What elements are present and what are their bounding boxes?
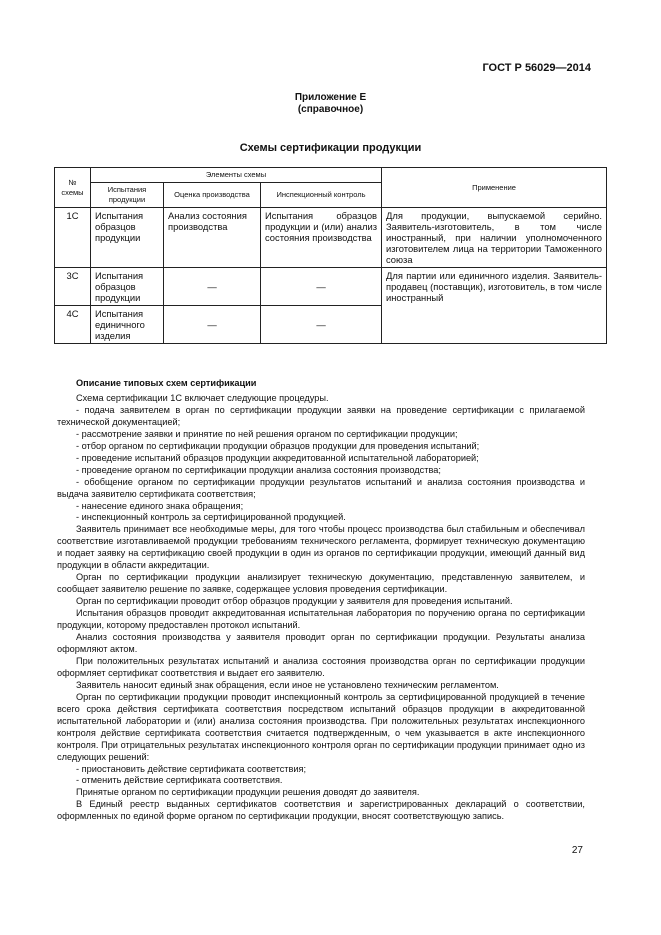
paragraph: Орган по сертификации проводит отбор образцов продукции у заявителя для проведения испытаний. [76,596,513,607]
paragraph: Схема сертификации 1С включает следующие процедуры. [76,392,329,403]
document-code: ГОСТ Р 56029—2014 [482,62,591,74]
header-inspection: Инспекционный контроль [261,183,382,208]
page-title: Схемы сертификации продукции [239,142,422,154]
paragraph: Заявитель принимает все необходимые меры, для того чтобы процесс производства был стабильным и обеспечивал соответствие изготавливаемой продукции требованиям технического регламента, формирует техническую документацию и подает заявку на сертификацию своей продукции в один из органов по сертификации продукции, имеющий данный вид продукции в области аккредитации. [57,524,585,571]
paragraph: Заявитель наносит единый знак обращения, если иное не установлено техническим регламентом. [76,679,499,690]
paragraph: Принятые органом по сертификации продукции решения доводят до заявителя. [76,787,420,798]
schemes-description [57,378,585,823]
page-number: 27 [571,845,583,856]
list-item: - нанесение единого знака обращения; [76,500,244,511]
testing-cell: Испытания образцов продукции [91,268,164,306]
list-item: - рассмотрение заявки и принятие по ней решения органом по сертификации продукции; [76,428,458,439]
table-row [55,208,607,268]
inspection-cell: Испытания образцов продукции и (или) анализ состояния производства [261,208,382,268]
table-header-row [55,168,607,183]
testing-cell: Испытания единичного изделия [91,306,164,344]
testing-cell: Испытания образцов продукции [91,208,164,268]
appendix-label: Приложение Е [294,92,367,103]
header-application: Применение [382,168,607,208]
assessment-cell: Анализ состояния производства [164,208,261,268]
certification-schemes-table [54,167,607,344]
appendix-type: (справочное) [297,104,364,115]
application-cell: Для продукции, выпускаемой серийно. Заявитель-изготовитель, в том числе иностранный, при наличии уполномоченного изготовителем лица на территории Таможенного союза [382,208,607,268]
header-assessment: Оценка производства [164,183,261,208]
scheme-number: 4С [55,306,91,344]
inspection-cell: — [261,306,382,344]
list-item: - отбор органом по сертификации продукции образцов продукции для проведения испытаний; [76,440,480,451]
header-scheme-no: № схемы [55,168,91,208]
list-item: - подача заявителем в орган по сертификации продукции заявки на проведение сертификации с прилагаемой технической документацией; [57,404,585,427]
application-cell: Для партии или единичного изделия. Заявитель-продавец (поставщик), изготовитель, в том числе иностранный [382,268,607,344]
scheme-number: 1С [55,208,91,268]
list-item: - инспекционный контроль за сертифицированной продукцией. [76,512,346,523]
list-item: - отменить действие сертификата соответствия. [76,775,283,786]
paragraph: При положительных результатах испытаний и анализа состояния производства орган по сертификации продукции оформляет сертификат соответствия и выдает его заявителю. [57,655,585,678]
table-row [55,268,607,306]
paragraph: Анализ состояния производства у заявителя проводит орган по сертификации продукции. Результаты анализа оформляют актом. [57,632,585,654]
paragraph: Орган по сертификации продукции проводит инспекционный контроль за сертифицированной продукцией в течение всего срока действия сертификата соответствия посредством испытаний образцов продукции в аккредитованной испытательной лаборатории и (или) анализа состояния производства. При положительных результатах инспекционного контроля действие сертификата соответствия считается подтвержденным, о чем указывается в акте инспекционного контроля. При отрицательных результатах инспекционного контроля орган по сертификации продукции принимает одно из следующих решений: [57,691,585,762]
paragraph: Орган по сертификации продукции анализирует техническую документацию, представленную заявителем, и сообщает заявителю решение по заявке, содержащее условия проведения сертификации. [57,572,585,595]
list-item: - проведение органом по сертификации продукции анализа состояния производства; [76,464,441,475]
paragraph: В Единый реестр выданных сертификатов соответствия и зарегистрированных деклараций о соответствии, оформленных по единой форме органом по сертификации продукции, вносят соответствующую запись. [57,799,585,822]
header-elements: Элементы схемы [91,168,382,183]
list-item: - проведение испытаний образцов продукции аккредитованной испытательной лабораторией; [76,452,479,463]
section-title: Описание типовых схем сертификации [76,378,257,388]
list-item: - приостановить действие сертификата соответствия; [76,763,307,774]
assessment-cell: — [164,306,261,344]
inspection-cell: — [261,268,382,306]
assessment-cell: — [164,268,261,306]
list-item: - обобщение органом по сертификации продукции результатов испытаний и анализа состояния производства и выдача заявителю сертификата соответствия; [57,476,585,499]
appendix-heading [0,92,661,116]
scheme-number: 3С [55,268,91,306]
header-testing: Испытания продукции [91,183,164,208]
paragraph: Испытания образцов проводит аккредитованная испытательная лаборатория по поручению органа по сертификации продукции, которому предоставлен протокол испытаний. [57,608,585,631]
